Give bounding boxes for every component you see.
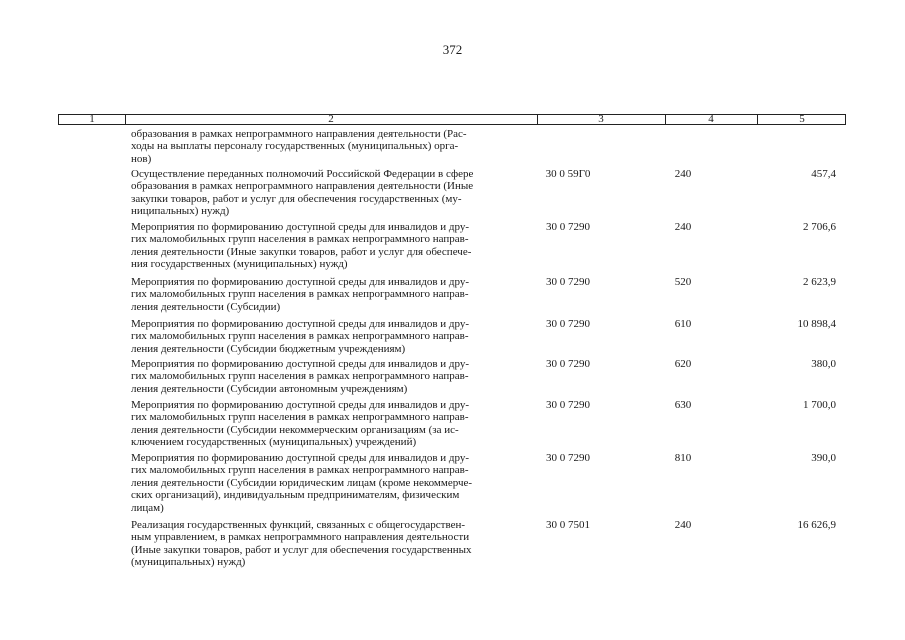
row-expense-type: 240	[674, 168, 692, 180]
description-line: ления деятельности (Иные закупки товаров, работ и услуг для обеспече-	[131, 245, 472, 258]
row-amount: 16 626,9	[797, 519, 836, 531]
row-expense-type: 620	[674, 358, 692, 370]
row-code: 30 0 7290	[546, 276, 590, 288]
description-line: гих маломобильных групп населения в рамках непрограммного направ-	[131, 464, 469, 477]
row-expense-type: 810	[674, 452, 692, 464]
description-line: Мероприятия по формированию доступной среды для инвалидов и дру-	[131, 276, 470, 288]
description-line: ния государственных (муниципальных) нужд)	[131, 258, 348, 271]
page-number: 372	[442, 42, 463, 57]
description-line: гих маломобильных групп населения в рамках непрограммного направ-	[131, 411, 469, 424]
row-description	[131, 276, 506, 313]
description-line: образования в рамках непрограммного направления деятельности (Рас-	[131, 128, 467, 140]
description-line: гих маломобильных групп населения в рамках непрограммного направ-	[131, 330, 469, 343]
description-line: Мероприятия по формированию доступной среды для инвалидов и дру-	[131, 221, 470, 233]
description-line: закупки товаров, работ и услуг для обеспечения государственных (му-	[131, 192, 462, 205]
description-line: гих маломобильных групп населения в рамках непрограммного направ-	[131, 370, 469, 383]
description-line: образования в рамках непрограммного направления деятельности (Иные	[131, 180, 474, 193]
column-header-3: 3	[598, 113, 604, 125]
column-header-4: 4	[708, 113, 714, 125]
row-amount: 10 898,4	[797, 318, 836, 330]
row-amount: 457,4	[811, 168, 836, 180]
row-expense-type: 630	[674, 399, 692, 411]
description-line: ления деятельности (Субсидии юридическим лицам (кроме некоммерче-	[131, 476, 473, 489]
description-line: ходы на выплаты персоналу государственных (муниципальных) орга-	[131, 140, 459, 153]
description-line: Осуществление переданных полномочий Российской Федерации в сфере	[131, 168, 474, 180]
row-expense-type: 610	[674, 318, 692, 330]
description-line: ниципальных) нужд)	[131, 205, 230, 218]
row-description	[131, 399, 506, 449]
row-expense-type: 520	[674, 276, 692, 288]
row-code: 30 0 7290	[546, 358, 590, 370]
row-amount: 380,0	[811, 358, 836, 370]
description-line: (Иные закупки товаров, работ и услуг для обеспечения государственных	[131, 543, 472, 556]
row-code: 30 0 7290	[546, 452, 590, 464]
description-line: ным управлением, в рамках непрограммного направления деятельности	[131, 531, 470, 544]
description-line: Мероприятия по формированию доступной среды для инвалидов и дру-	[131, 399, 470, 411]
row-description	[131, 168, 506, 218]
row-expense-type: 240	[674, 221, 692, 233]
column-header-2: 2	[328, 113, 334, 125]
row-description	[131, 221, 506, 271]
description-line: гих маломобильных групп населения в рамках непрограммного направ-	[131, 288, 469, 301]
description-line: Мероприятия по формированию доступной среды для инвалидов и дру-	[131, 318, 470, 330]
description-line: ключением государственных (муниципальных) учреждений)	[131, 436, 417, 449]
row-description	[131, 128, 506, 165]
row-description	[131, 519, 506, 569]
column-header-1: 1	[89, 113, 95, 125]
description-line: ления деятельности (Субсидии бюджетным учреждениям)	[131, 342, 406, 355]
description-line: ских организаций), индивидуальным предпринимателям, физическим	[131, 489, 460, 502]
row-amount: 2 623,9	[803, 276, 836, 288]
row-code: 30 0 7290	[546, 399, 590, 411]
description-line: ления деятельности (Субсидии автономным учреждениям)	[131, 382, 408, 395]
description-line: нов)	[131, 152, 152, 165]
description-line: гих маломобильных групп населения в рамках непрограммного направ-	[131, 233, 469, 246]
row-expense-type: 240	[674, 519, 692, 531]
description-line: ления деятельности (Субсидии некоммерческим организациям (за ис-	[131, 423, 459, 436]
row-description	[131, 318, 506, 355]
description-line: лицам)	[131, 501, 164, 514]
description-line: Мероприятия по формированию доступной среды для инвалидов и дру-	[131, 358, 470, 370]
row-description	[131, 358, 506, 395]
row-code: 30 0 7290	[546, 318, 590, 330]
column-header-5: 5	[799, 113, 805, 125]
row-code: 30 0 59Г0	[545, 168, 591, 180]
description-line: Реализация государственных функций, связанных с общегосударствен-	[131, 519, 466, 531]
description-line: ления деятельности (Субсидии)	[131, 300, 281, 313]
row-amount: 390,0	[811, 452, 836, 464]
description-line: Мероприятия по формированию доступной среды для инвалидов и дру-	[131, 452, 470, 464]
row-description	[131, 452, 506, 514]
row-code: 30 0 7501	[546, 519, 590, 531]
description-line: (муниципальных) нужд)	[131, 556, 246, 569]
row-amount: 2 706,6	[803, 221, 836, 233]
row-amount: 1 700,0	[803, 399, 836, 411]
table-header-row	[58, 114, 846, 125]
row-code: 30 0 7290	[546, 221, 590, 233]
